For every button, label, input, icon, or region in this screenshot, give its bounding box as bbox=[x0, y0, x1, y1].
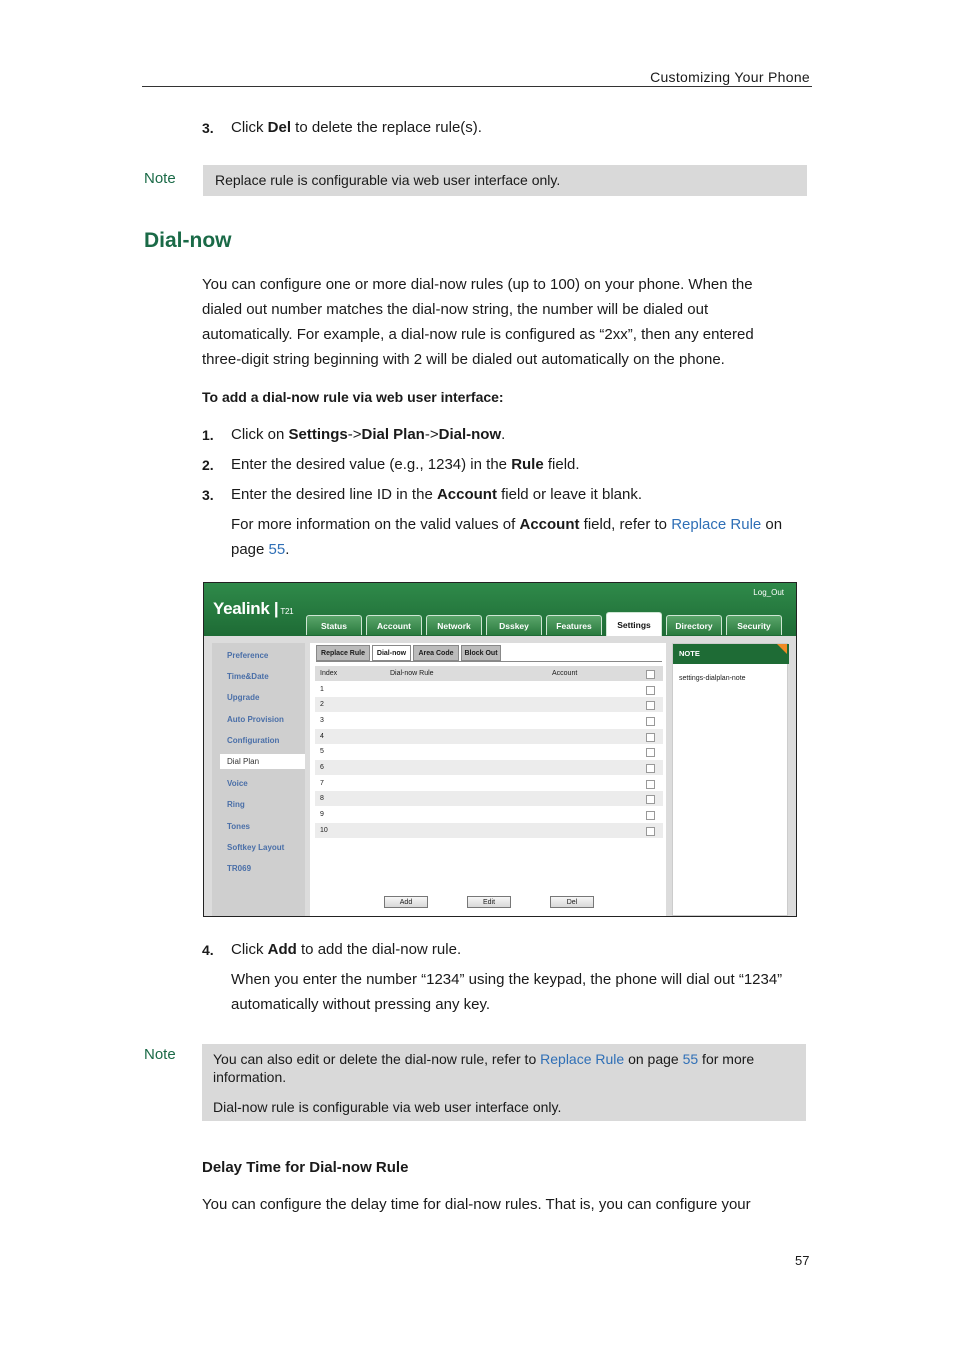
row-checkbox[interactable] bbox=[646, 827, 655, 836]
nav-tab-features[interactable]: Features bbox=[546, 615, 602, 635]
step-text: Click Add to add the dial-now rule. bbox=[231, 941, 462, 958]
select-all-checkbox[interactable] bbox=[646, 670, 655, 679]
subheading: Delay Time for Dial-now Rule bbox=[202, 1159, 409, 1176]
del-button[interactable]: Del bbox=[550, 896, 594, 908]
page-link[interactable]: 55 bbox=[682, 1051, 699, 1067]
logout-link[interactable]: Log_Out bbox=[753, 588, 784, 597]
sidebar-item-voice[interactable]: Voice bbox=[227, 779, 248, 788]
sub-tab-replace-rule[interactable]: Replace Rule bbox=[316, 645, 370, 661]
table-row: 6 bbox=[315, 760, 663, 775]
table-row: 1 bbox=[315, 682, 663, 697]
row-checkbox[interactable] bbox=[646, 701, 655, 710]
nav-tab-security[interactable]: Security bbox=[726, 615, 782, 635]
row-checkbox[interactable] bbox=[646, 717, 655, 726]
settings-sidebar bbox=[212, 643, 305, 916]
step-number: 3. bbox=[202, 120, 214, 136]
running-header: Customizing Your Phone bbox=[650, 69, 810, 85]
table-row: 2 bbox=[315, 697, 663, 712]
step-detail: When you enter the number “1234” using the keypad, the phone will dial out “1234” automatically without pressing any key. bbox=[231, 971, 783, 1013]
step-text: Enter the desired line ID in the Account field or leave it blank. bbox=[231, 486, 643, 503]
row-checkbox[interactable] bbox=[646, 780, 655, 789]
row-checkbox[interactable] bbox=[646, 686, 655, 695]
replace-rule-link[interactable]: Replace Rule bbox=[671, 516, 762, 533]
table-row: 3 bbox=[315, 713, 663, 728]
note-box: You can also edit or delete the dial-now rule, refer to Replace Rule on page 55 for more information. Dial-now rule is configurable via web user interface only. bbox=[202, 1044, 806, 1121]
note-label: Note bbox=[144, 1046, 176, 1063]
table-row: 7 bbox=[315, 776, 663, 791]
sidebar-item-preference[interactable]: Preference bbox=[227, 651, 269, 660]
sidebar-item-time-date[interactable]: Time&Date bbox=[227, 672, 269, 681]
header-rule bbox=[142, 86, 812, 87]
row-checkbox[interactable] bbox=[646, 733, 655, 742]
sidebar-item-configuration[interactable]: Configuration bbox=[227, 736, 280, 745]
table-header: Index Dial-now Rule Account bbox=[315, 666, 663, 681]
table-row: 9 bbox=[315, 807, 663, 822]
corner-marker bbox=[777, 644, 787, 654]
step-detail: For more information on the valid values of Account field, refer to Replace Rule on page 55. bbox=[231, 516, 783, 558]
sidebar-item-dial-plan[interactable]: Dial Plan bbox=[220, 754, 305, 769]
nav-tab-settings[interactable]: Settings bbox=[606, 612, 662, 636]
table-row: 10 bbox=[315, 823, 663, 838]
step-number: 3. bbox=[202, 487, 214, 503]
note-panel-title: NOTE bbox=[673, 644, 789, 664]
sub-tab-area-code[interactable]: Area Code bbox=[413, 645, 459, 661]
row-checkbox[interactable] bbox=[646, 764, 655, 773]
sidebar-item-auto-provision[interactable]: Auto Provision bbox=[227, 715, 284, 724]
sidebar-item-ring[interactable]: Ring bbox=[227, 800, 245, 809]
step-number: 4. bbox=[202, 942, 214, 958]
sidebar-item-softkey-layout[interactable]: Softkey Layout bbox=[227, 843, 285, 852]
table-row: 4 bbox=[315, 729, 663, 744]
note-panel bbox=[672, 643, 788, 916]
section-title: Dial-now bbox=[144, 229, 232, 252]
table-row: 5 bbox=[315, 744, 663, 759]
nav-tab-account[interactable]: Account bbox=[366, 615, 422, 635]
step-text: Click Del to delete the replace rule(s). bbox=[231, 119, 482, 136]
row-checkbox[interactable] bbox=[646, 795, 655, 804]
nav-tab-directory[interactable]: Directory bbox=[666, 615, 722, 635]
delay-paragraph: You can configure the delay time for dial-now rules. That is, you can configure your bbox=[202, 1196, 751, 1213]
step-number: 1. bbox=[202, 427, 214, 443]
note-label: Note bbox=[144, 170, 176, 187]
row-checkbox[interactable] bbox=[646, 748, 655, 757]
page-link[interactable]: 55 bbox=[268, 541, 286, 558]
step-number: 2. bbox=[202, 457, 214, 473]
web-ui-screenshot bbox=[203, 582, 797, 917]
note-panel-text: settings-dialplan-note bbox=[679, 675, 746, 682]
step-text: Enter the desired value (e.g., 1234) in the Rule field. bbox=[231, 456, 580, 473]
sidebar-item-upgrade[interactable]: Upgrade bbox=[227, 693, 260, 702]
nav-tab-network[interactable]: Network bbox=[426, 615, 482, 635]
nav-tab-dsskey[interactable]: Dsskey bbox=[486, 615, 542, 635]
sub-tab-block-out[interactable]: Block Out bbox=[461, 645, 501, 661]
intro-paragraph: You can configure one or more dial-now rules (up to 100) on your phone. When the dialed out number matches the dial-now string, the number will be dialed out automatically. For example, a dial-now rule is configured as “2xx”, then any entered three-digit string beginning with 2 will be dialed out automatically on the phone. bbox=[202, 276, 754, 368]
procedure-title: To add a dial-now rule via web user interface: bbox=[202, 389, 504, 405]
sidebar-item-tones[interactable]: Tones bbox=[227, 822, 250, 831]
sub-tab-dial-now[interactable]: Dial-now bbox=[372, 645, 411, 661]
row-checkbox[interactable] bbox=[646, 811, 655, 820]
add-button[interactable]: Add bbox=[384, 896, 428, 908]
step-text: Click on Settings->Dial Plan->Dial-now. bbox=[231, 426, 506, 443]
replace-rule-link[interactable]: Replace Rule bbox=[540, 1051, 625, 1067]
dial-plan-panel bbox=[310, 643, 666, 916]
sidebar-item-tr069[interactable]: TR069 bbox=[227, 864, 252, 873]
yealink-logo: Yealink | T21 bbox=[213, 599, 294, 618]
table-row: 8 bbox=[315, 791, 663, 806]
page-number: 57 bbox=[795, 1253, 810, 1268]
note-box: Replace rule is configurable via web user interface only. bbox=[203, 165, 807, 196]
edit-button[interactable]: Edit bbox=[467, 896, 511, 908]
nav-tab-status[interactable]: Status bbox=[306, 615, 362, 635]
